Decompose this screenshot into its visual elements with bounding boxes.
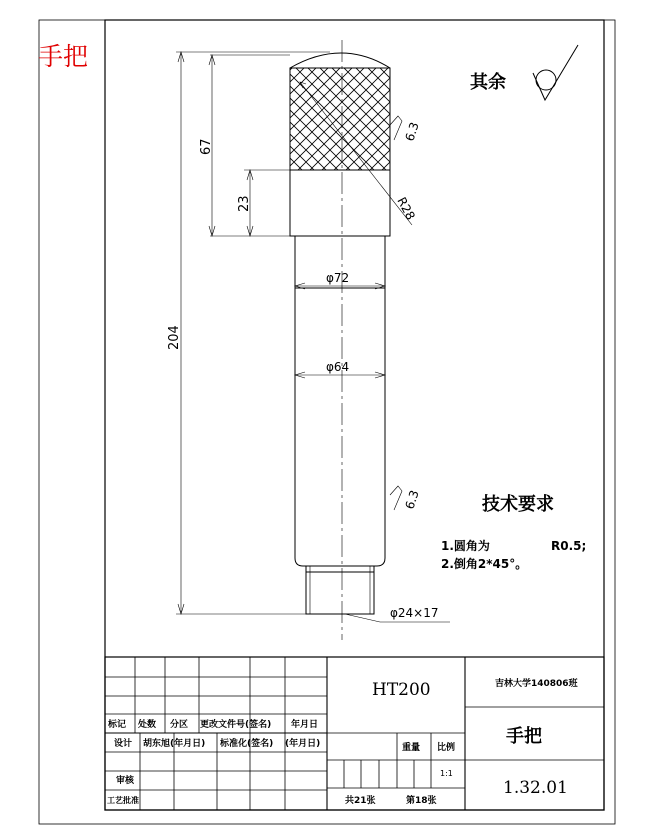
total-sheets: 共21张 <box>345 796 376 806</box>
tech-requirements-heading: 技术要求 <box>482 494 554 515</box>
part-name-value: 手把 <box>506 726 542 747</box>
header-standard: 标准化(签名) <box>220 739 274 749</box>
surface-note-label: 其余 <box>470 72 506 93</box>
dim-knurl-length: 67 <box>199 138 214 155</box>
roughness-shaft-value: 6.3 <box>402 488 422 511</box>
header-approve: 工艺批准 <box>107 796 139 805</box>
header-mark: 标记 <box>108 720 127 730</box>
dim-radius: R28 <box>394 194 418 223</box>
dim-neck-diameter: φ72 <box>326 271 350 285</box>
material-value: HT200 <box>372 680 431 700</box>
dim-thread: φ24×17 <box>390 606 439 620</box>
roughness-symbol-top <box>390 116 402 140</box>
header-count: 处数 <box>138 720 157 730</box>
drawing-number-value: 1.32.01 <box>503 778 568 798</box>
part-title-red: 手把 <box>38 42 89 71</box>
header-review: 审核 <box>116 776 135 786</box>
roughness-circle-symbol <box>533 45 578 100</box>
sheet-number: 第18张 <box>406 796 437 806</box>
roughness-top-value: 6.3 <box>402 120 422 143</box>
school-value: 吉林大学140806班 <box>495 679 578 689</box>
header-weight: 重量 <box>402 743 421 753</box>
dim-shaft-diameter: φ64 <box>326 360 350 374</box>
header-designer: 胡东旭(年月日) <box>143 739 206 749</box>
dim-total-length: 204 <box>167 325 182 350</box>
header-change-doc: 更改文件号(签名) <box>200 720 272 730</box>
header-std-date: (年月日) <box>285 739 321 749</box>
header-scale: 比例 <box>437 743 456 753</box>
roughness-symbol-shaft <box>390 486 402 510</box>
thread-section <box>306 566 374 614</box>
header-date: 年月日 <box>291 720 319 730</box>
dim-collar-length: 23 <box>237 195 252 212</box>
part-outline <box>290 53 390 614</box>
tech-item-1-value: R0.5; <box>551 539 587 553</box>
tech-item-1-label: 1.圆角为 <box>441 539 490 553</box>
collar-section <box>290 170 390 236</box>
header-zone: 分区 <box>170 720 189 730</box>
header-design: 设计 <box>114 739 133 749</box>
scale-value: 1:1 <box>440 769 453 778</box>
shaft-section <box>295 288 385 566</box>
tech-item-2: 2.倒角2*45°。 <box>441 557 528 571</box>
knurled-section <box>290 68 390 170</box>
